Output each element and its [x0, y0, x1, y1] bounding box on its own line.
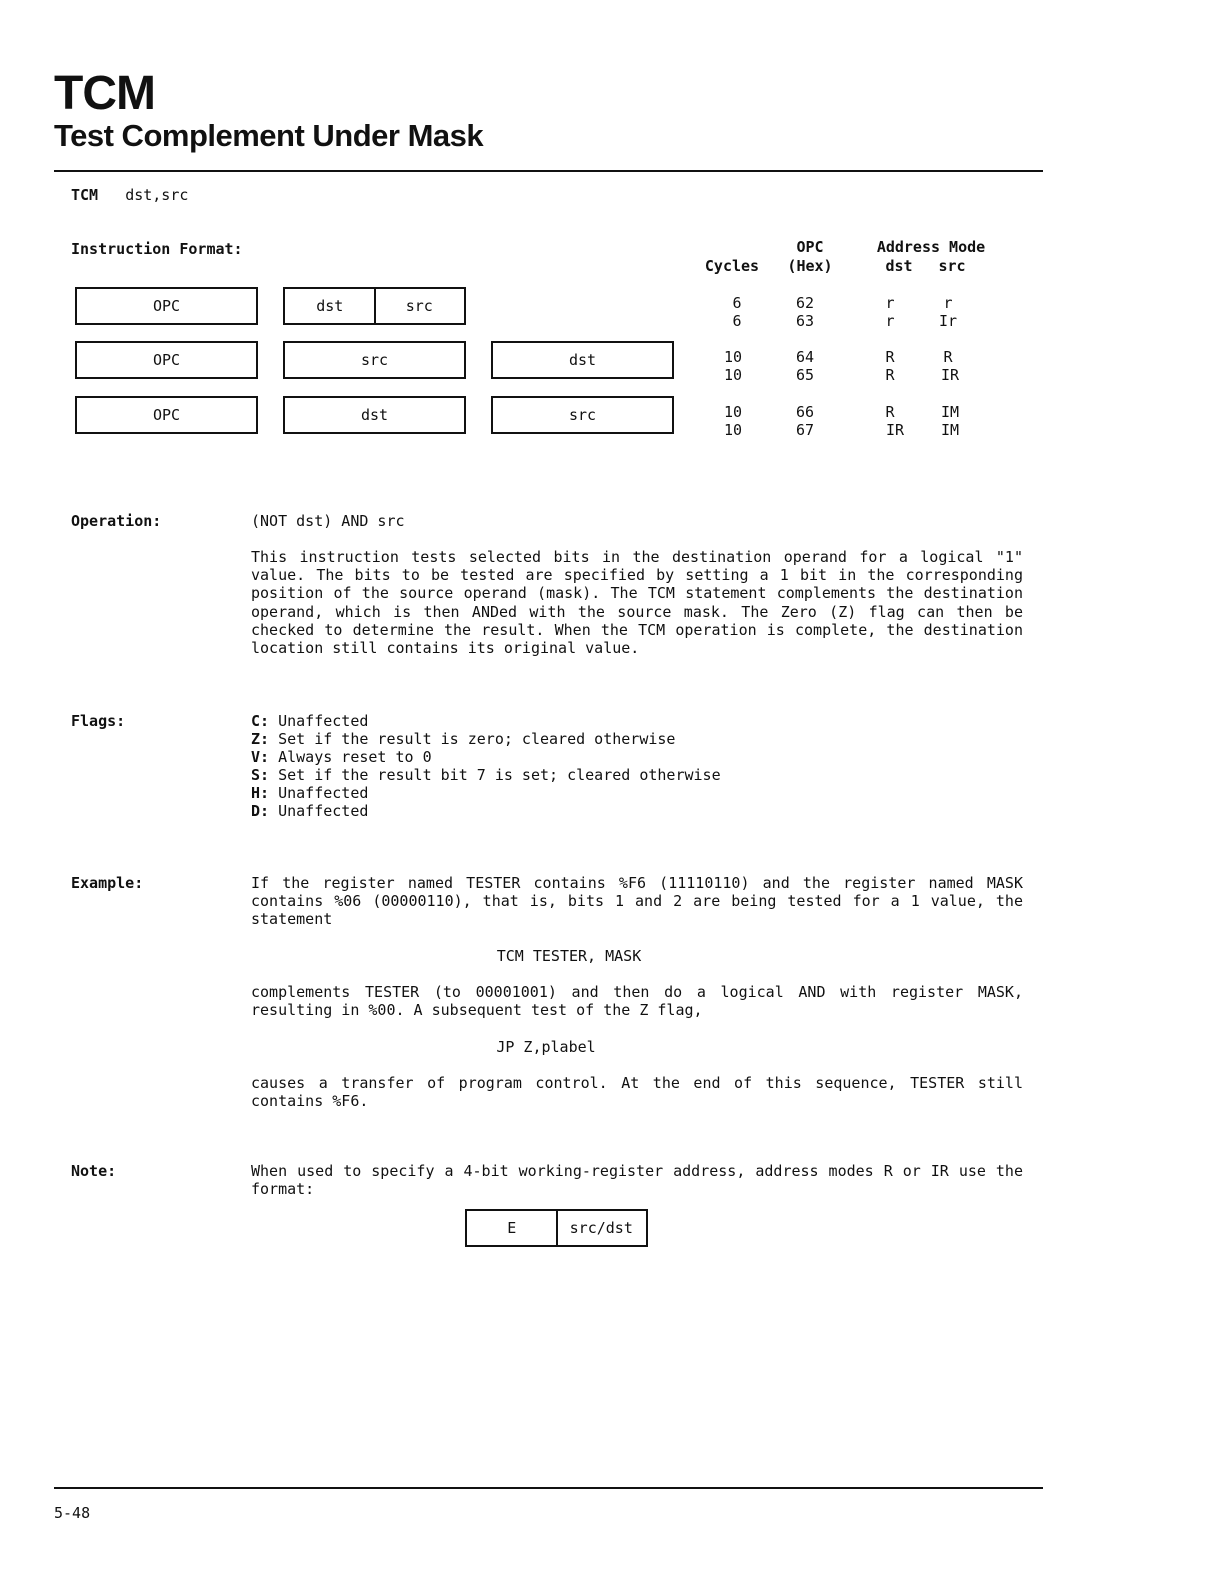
- format1-dst-label: dst: [316, 297, 344, 315]
- flag-letter: S:: [251, 766, 270, 784]
- flag-text: Always reset to 0: [278, 748, 432, 766]
- flag-text: Unaffected: [278, 784, 369, 802]
- address-mode-header: Address Mode: [876, 238, 986, 256]
- flag-row-z: [251, 730, 675, 748]
- syntax-operands: dst,src: [125, 186, 189, 204]
- example-paragraph-2: complements TESTER (to 00001001) and then do a logical AND with register MASK, resulting in %00. A subsequent test of the Z flag,: [251, 983, 1023, 1020]
- instruction-format-label: Instruction Format:: [71, 240, 243, 258]
- format2-opc-box: [75, 341, 258, 379]
- format1-src-label: src: [405, 297, 433, 315]
- format2-src-label: src: [360, 351, 389, 369]
- format3-dst-box: [283, 396, 466, 434]
- note-box-divider: [556, 1211, 558, 1245]
- flags-label: Flags:: [71, 712, 126, 730]
- flag-letter: Z:: [251, 730, 270, 748]
- format1-opc-label: OPC: [152, 297, 181, 315]
- table-cell-src: r: [943, 294, 953, 312]
- flag-text: Unaffected: [278, 802, 369, 820]
- table-cell-opc: 67: [795, 421, 815, 439]
- src-header: src: [938, 257, 966, 275]
- table-cell-dst: R: [885, 348, 895, 366]
- format3-opc-label: OPC: [152, 406, 181, 424]
- flag-letter: D:: [251, 802, 270, 820]
- format3-src-box: [491, 396, 674, 434]
- footer-rule: [54, 1487, 1043, 1489]
- flag-text: Set if the result bit 7 is set; cleared otherwise: [278, 766, 721, 784]
- table-cell-src: IM: [940, 421, 960, 439]
- opc-header-line1: OPC: [796, 238, 824, 256]
- operation-label: Operation:: [71, 512, 162, 530]
- dst-header: dst: [885, 257, 913, 275]
- flag-letter: H:: [251, 784, 270, 802]
- example-label: Example:: [71, 874, 144, 892]
- page-title: TCM: [54, 67, 155, 120]
- table-cell-opc: 64: [795, 348, 815, 366]
- operation-description: This instruction tests selected bits in the destination operand for a logical "1" value. The bits to be tested are specified by setting a 1 bit in the corresponding position of the source operand (mask). The TCM statement complements the destination operand, which is then ANDed with the source mask. The Zero (Z) flag can then be checked to determine the result. When the TCM operation is complete, the destination location still contains its original value.: [251, 548, 1023, 658]
- syntax-line: [71, 186, 188, 204]
- flag-letter: C:: [251, 712, 270, 730]
- note-box-left-label: E: [507, 1219, 517, 1237]
- table-cell-dst: R: [885, 403, 895, 421]
- table-cell-cycles: 6: [732, 312, 742, 330]
- flag-row-s: [251, 766, 721, 784]
- format2-dst-box: [491, 341, 674, 379]
- note-box-right-label: src/dst: [569, 1219, 633, 1237]
- table-cell-opc: 65: [795, 366, 815, 384]
- table-cell-src: IM: [940, 403, 960, 421]
- operation-formula: (NOT dst) AND src: [251, 512, 405, 530]
- example-code-2: JP Z,plabel: [496, 1038, 596, 1056]
- opc-header-line2: (Hex): [787, 257, 833, 275]
- header-rule: [54, 170, 1043, 172]
- format1-operand-box: [283, 287, 466, 325]
- format3-dst-label: dst: [360, 406, 389, 424]
- example-paragraph-3: causes a transfer of program control. At the end of this sequence, TESTER still contains %F6.: [251, 1074, 1023, 1111]
- flag-row-h: [251, 784, 368, 802]
- table-cell-dst: r: [885, 312, 895, 330]
- note-label: Note:: [71, 1162, 117, 1180]
- table-cell-dst: R: [885, 366, 895, 384]
- note-format-box: [465, 1209, 648, 1247]
- flag-row-d: [251, 802, 368, 820]
- flag-row-c: [251, 712, 368, 730]
- table-cell-dst: r: [885, 294, 895, 312]
- cycles-header: Cycles: [704, 257, 760, 275]
- table-cell-cycles: 10: [723, 403, 743, 421]
- example-paragraph-1: If the register named TESTER contains %F6 (11110110) and the register named MASK contains %06 (00000110), that is, bits 1 and 2 are being tested for a 1 value, the statement: [251, 874, 1023, 929]
- flag-text: Unaffected: [278, 712, 369, 730]
- table-cell-opc: 66: [795, 403, 815, 421]
- table-cell-src: R: [943, 348, 953, 366]
- flag-text: Set if the result is zero; cleared otherwise: [278, 730, 676, 748]
- table-cell-cycles: 10: [723, 421, 743, 439]
- syntax-mnemonic: TCM: [71, 186, 99, 204]
- table-cell-dst: IR: [885, 421, 905, 439]
- table-cell-src: IR: [940, 366, 960, 384]
- table-cell-cycles: 6: [732, 294, 742, 312]
- example-code-1: TCM TESTER, MASK: [496, 947, 642, 965]
- note-text: When used to specify a 4-bit working-register address, address modes R or IR use the format:: [251, 1162, 1023, 1199]
- format2-dst-label: dst: [568, 351, 597, 369]
- table-cell-cycles: 10: [723, 366, 743, 384]
- table-cell-cycles: 10: [723, 348, 743, 366]
- format2-src-box: [283, 341, 466, 379]
- page-number: 5-48: [54, 1504, 91, 1522]
- page-subtitle: Test Complement Under Mask: [54, 118, 484, 153]
- table-cell-opc: 62: [795, 294, 815, 312]
- table-cell-src: Ir: [938, 312, 958, 330]
- flag-letter: V:: [251, 748, 270, 766]
- table-cell-opc: 63: [795, 312, 815, 330]
- format3-opc-box: [75, 396, 258, 434]
- format3-src-label: src: [568, 406, 597, 424]
- format2-opc-label: OPC: [152, 351, 181, 369]
- format1-opc-box: [75, 287, 258, 325]
- format1-box-divider: [374, 289, 376, 323]
- flag-row-v: [251, 748, 432, 766]
